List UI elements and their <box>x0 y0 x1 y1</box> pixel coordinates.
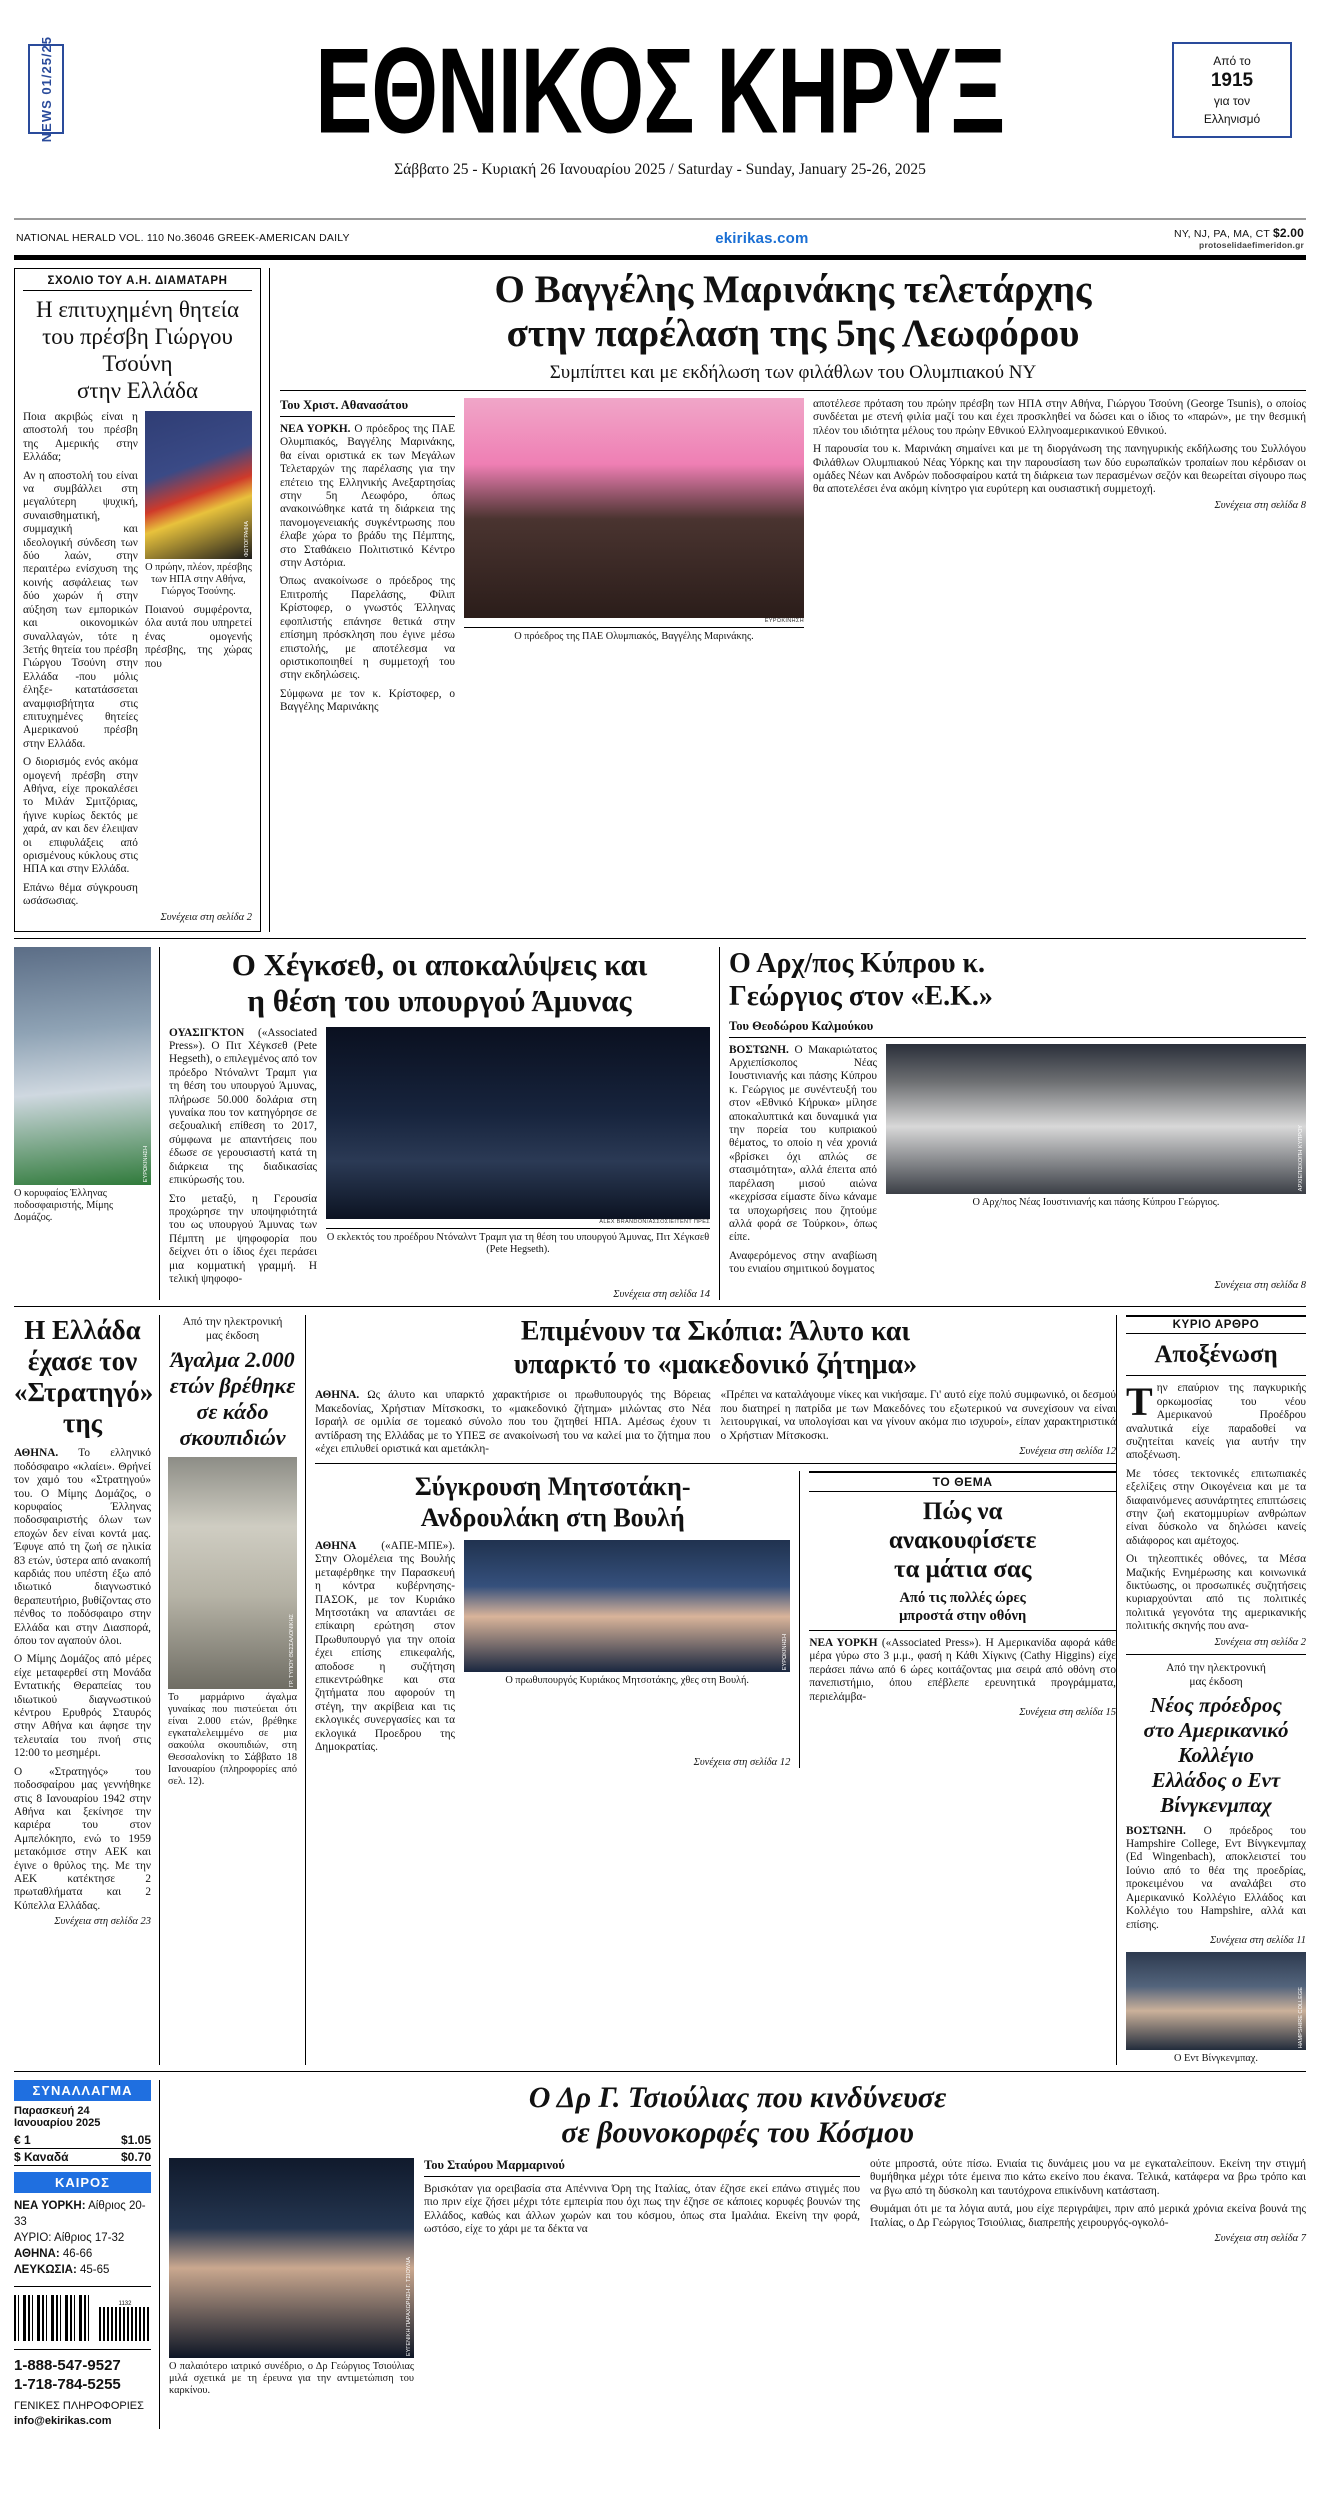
info-bar-left: NATIONAL HERALD VOL. 110 No.36046 GREEK-AMERICAN DAILY <box>16 232 350 244</box>
hegseth-headline-line-1: Ο Χέγκσεθ, οι αποκαλύψεις και <box>231 946 648 982</box>
lead-photo <box>464 398 804 618</box>
bottom-section <box>14 2080 1306 2429</box>
tsoulias-text-col-2 <box>870 2158 1306 2397</box>
vouli-headline <box>315 1471 790 1533</box>
statue-headline-line-3: σε κάδο <box>196 1399 269 1425</box>
college-headline-line-2: στο Αμερικανικό <box>1143 1717 1289 1742</box>
opinion-kicker: ΣΧΟΛΙΟ ΤΟΥ Α.Η. ΔΙΑΜΑΤΑΡΗ <box>23 275 252 291</box>
college-paragraph-1 <box>1126 1825 1306 1932</box>
tsoulias-byline: Του Σταύρου Μαρμαρινού <box>424 2158 860 2177</box>
weather-row <box>14 2198 151 2230</box>
college-kicker <box>1126 1661 1306 1689</box>
statue-headline-line-1: Άγαλμα 2.000 <box>170 1347 295 1373</box>
divider-after-second <box>14 1306 1306 1307</box>
opinion-body-wrap <box>23 411 252 909</box>
college-continued[interactable]: Συνέχεια στη σελίδα 11 <box>1210 1934 1306 1946</box>
vouli-continued[interactable]: Συνέχεια στη σελίδα 12 <box>693 1757 791 1769</box>
opinion-after-caption: Ποιανού συμφέροντα, όλα αυτά που υπηρετεί ένας ομογενής πρέσβης, της χώρας που <box>144 604 252 670</box>
vouli-headline-line-1: Σύγκρουση Μητσοτάκη- <box>414 1471 691 1501</box>
college-headline-line-5: Βίνγκενμπαχ <box>1160 1792 1272 1817</box>
domazos-paragraph-1 <box>14 1447 151 1648</box>
domazos-continued[interactable]: Συνέχεια στη σελίδα 23 <box>54 1916 151 1928</box>
weather-value: Αίθριος 17-32 <box>51 2231 125 2244</box>
domazos-paragraph-1-text: Το ελληνικό ποδόσφαιρο «κλαίει». Θρήνεί τον χαμό του «Στρατηγού» του. Ο Μίμης Δομάζος, ο κορυφαίος Έλληνας ποδοσφαιριστής όλων των εποχών δεν είναι κοντά μας. Έφυγε από τη ζωή σε ηλικία 83 ετών, ύστερα από ανακοπή καρδιάς που υπέστη έξω από ιδιωτικό διαγνωστικό θεραπευτήριο, βυθίζοντας στο πένθος το ποδόσφαιρο στην Ελλάδα και στην Διασπορά, όπου τον αγαπούν όλοι. <box>14 1447 152 1648</box>
editorial-tag: ΚΥΡΙΟ ΑΡΘΡΟ <box>1126 1315 1306 1334</box>
opinion-box <box>14 268 261 932</box>
since-line-4: Ελληνισμό <box>1203 112 1261 126</box>
domazos-headline-line-4: της <box>62 1408 103 1439</box>
tsoulias-paragraph-3: Θυμάμαι ότι με τα λόγια αυτά, μου είχε περιγράψει, πριν από μερικά χρόνια εκείνα βουνά της Ιταλίας, ο Δρ Γεώργιος Τσιούλιας, διαπρεπής χειρουργός-ογκολό- <box>870 2203 1306 2229</box>
barcode-addon <box>99 2307 151 2341</box>
cyprus-continued[interactable]: Συνέχεια στη σελίδα 8 <box>1214 1279 1306 1291</box>
statue-photo <box>168 1457 297 1689</box>
statue-photo-caption: Το μαρμάρινο άγαλμα γυναίκας που πιστεύεται ότι είναι 2.000 ετών, βρέθηκε εγκαταλελειμμένο σε μια σακούλα σκουπιδιών, στη Θεσσαλονίκη το Σάββατο 18 Ιανουαρίου (πληροφορίες από σελ. 12). <box>168 1692 297 1788</box>
hegseth-photo-col <box>326 1027 710 1287</box>
weather-row <box>14 2230 151 2246</box>
statue-story <box>159 1315 305 2065</box>
lead-paragraph-2: Όπως ανακοίνωσε ο πρόεδρος της Επιτροπής Παρελάσης, Φίλιπ Κρίστοφερ, ο γνωστός Έλληνας εφοπλιστής επάνησε θετικά στην επίσημη πρόσκληση που έγινε μέσω επιστολής, με αποτέλεσμα να οριστικοποιηθεί η συμμετοχή του στην εκδηλώσεις. <box>280 575 455 682</box>
opinion-headline-line-2: του πρέσβη Γιώργου Τσούνη <box>42 324 233 376</box>
college-photo-credit: HAMPSHIRE COLLEGE <box>1298 1986 1304 2048</box>
thema-subheadline <box>809 1589 1116 1631</box>
source-watermark: protoselidaefimeridon.gr <box>1199 240 1304 250</box>
opinion-headline <box>23 296 252 404</box>
since-line-1: Από το <box>1213 54 1251 68</box>
domazos-paragraph-3: Ο «Στρατηγός» του ποδοσφαίρου μας γεννήθηκε στις 8 Ιανουαρίου 1942 στην Αθήνα και ξεκίνησε την καριέρα του στον Αμπελόκηπο, ενώ το 1959 μετακόμισε στην ΑΕΚ και έγινε ο θρύλος της. Με την ΑΕΚ κατέκτησε 2 πρωταθλήματα και 2 Κύπελλα Ελλάδας. <box>14 1765 151 1912</box>
fx-title: ΣΥΝΑΛΛΑΓΜΑ <box>14 2080 151 2101</box>
vouli-photo-col <box>464 1540 790 1755</box>
divider-barcode <box>14 2349 151 2350</box>
opinion-paragraph-4: Επάνω θέμα σύγκρουση ωσάσωσιας. <box>23 881 138 908</box>
since-line-3: για τον <box>1213 94 1251 108</box>
lead-paragraph-5: Η παρουσία του κ. Μαρινάκη σημαίνει και με τη διοργάνωση της πανηγυρικής εκδήλωσης του Συλλόγου Φιλάθλων Ολυμπιακού Νέας Υόρκης και την παρουσίαση των δύο ευρωπαϊκών τροπαίων που κέρδισαν οι ομάδες Νέων και Ανδρών ποδοσφαίρου κατά τη διάρκεια των περασμένων σεζόν και θεωρείται σίγουρο πως θα αποτελέσει ένα ακόμη κίνητρο για ευρύτερη και ουσιαστική συμμετοχή. <box>813 443 1306 496</box>
domazos-photo-credit: ΕΥΡΩΚΙΝΗΣΗ <box>143 1146 149 1183</box>
skopia-story <box>315 1315 1116 1457</box>
dateline: Σάββατο 25 - Κυριακή 26 Ιανουαρίου 2025 / Saturday - Sunday, January 25-26, 2025 <box>394 161 926 178</box>
lead-byline: Του Χριστ. Αθανασάτου <box>280 398 455 417</box>
lead-story <box>269 268 1306 932</box>
cyprus-body-wrap <box>729 1044 1306 1277</box>
skopia-paragraph-1 <box>315 1389 711 1456</box>
domazos-headline-line-1: Η Ελλάδα <box>24 1315 141 1346</box>
editorial-paragraph-3: Οι τηλεοπτικές οθόνες, τα Μέσα Μαζικής Ενημέρωσης και κοινωνικά δικτύωσης, οι προσωπικές συζητήσεις κυριαρχούνται από τις πολιτικές πολιτικά γεγονότα της αμερικανικής πολιτικής σκηνής που ανα- <box>1126 1553 1306 1633</box>
skopia-body-wrap <box>315 1389 1116 1457</box>
cyprus-headline-line-2: Γεώργιος στον «Ε.Κ.» <box>729 980 993 1012</box>
barcode-number: 1132 <box>118 2300 132 2307</box>
fx-label: € 1 <box>14 2132 31 2147</box>
tsoulias-headline-line-2: σε βουνοκορφές του Κόσμου <box>561 2115 914 2149</box>
domazos-photo <box>14 947 151 1185</box>
tsoulias-text-col-1 <box>424 2158 860 2397</box>
domazos-photo-column <box>14 947 159 1301</box>
weather-value: Αίθριος 20-33 <box>14 2199 146 2228</box>
thema-paragraph-1 <box>809 1637 1116 1704</box>
divider-after-third <box>14 2071 1306 2072</box>
masthead <box>14 10 1306 210</box>
general-info-label: ΓΕΝΙΚΕΣ ΠΛΗΡΟΦΟΡΙΕΣ <box>14 2399 144 2412</box>
cyprus-paragraph-2: Αναφερόμενος στην αναβίωση του ενιαίου σημιτικού δογματος <box>729 1249 877 1276</box>
editorial-column <box>1116 1315 1306 2065</box>
tsoulias-paragraph-2: ούτε μπροστά, ούτε πίσω. Ενιαία τις δυνάμεις μου να με εγκαταλείπουν. Εκείνη την στιγμή θυμήθηκα μέχρι τότε έμεινα πιο κάτω εκείνο που έκανα. Τελικά, κατάφερα να βρω τρόπο και να βγω από τη δύσκολη και ταυτόχρονα επικίνδυνη κατάσταση. <box>870 2157 1306 2197</box>
opinion-column <box>14 268 269 932</box>
opinion-paragraph-2: Αν η αποστολή του είναι να συμβάλλει στη μεγαλύτερη ψυχική, συναισθηματική, συμμαχική και ιδεολογική σύνδεση των δύο λαών, στην περαιτέρω ενίσχυση της κοινής ασφάλειας των δύο χωρών ή στην αύξηση των εμπορικών και οικονομικών συναλλαγών, τότε η 3ετής θητεία του πρέσβη Γιώργου Τσούνη στην Ελλάδα -που μόλις έληξε- κατατάσσεται αναμφισβήτητα στις επιτυχημένες θητείες Αμερικανού πρέσβη στην Ελλάδα. <box>23 469 138 750</box>
college-headline-line-3: Κολλέγιο <box>1178 1742 1254 1767</box>
thema-subheadline-line-1: Από τις πολλές ώρες <box>899 1589 1026 1606</box>
editorial-drop-cap: Τ <box>1126 1379 1153 1425</box>
skopia-headline <box>315 1315 1116 1381</box>
vouli-photo <box>464 1540 790 1672</box>
hegseth-body-wrap <box>169 1027 710 1287</box>
lead-paragraph-1 <box>280 423 455 570</box>
vouli-photo-caption: Ο πρωθυπουργός Κυριάκος Μητσοτάκης, χθες στη Βουλή. <box>505 1674 749 1686</box>
opinion-photo-credit: ΦΩΤΟΓΡΑΦΙΑ <box>244 520 250 557</box>
thema-headline-line-3: τα μάτια σας <box>893 1555 1032 1583</box>
distribution-regions: NY, NJ, PA, MA, CT <box>1174 228 1270 240</box>
tsoulias-photo <box>169 2158 414 2358</box>
skopia-paragraph-2: «Πρέπει να καταλάγουμε νίκες και νικήσαμε. Γι' αυτό είχε πολύ συμφωνικό, οι δεσμού που διατηρεί η πατρίδα με των Μακεδόνες του εξωτερικού να συνεχίσουν να είναι λειτουργικαί, να υπολογίσαι και να γίνουν ακόμα πιο ισχυροί», είπαν χαρακτηριστικά ο Χρήστιαν Μίτσκοσκι. <box>720 1389 1116 1442</box>
tsoulias-headline-line-1: Ο Δρ Γ. Τσιούλιας που κινδύνευσε <box>528 2080 947 2114</box>
editorial-title: Αποξένωση <box>1126 1340 1306 1376</box>
opinion-headline-line-1: Η επιτυχημένη θητεία <box>35 297 240 322</box>
info-bar <box>14 220 1306 255</box>
college-paragraph-1-text: Ο πρόεδρος του Hampshire College, Εντ Βίνγκενμπαχ (Ed Wingenbach), αποκλειστεί του Ιούνιο από το θέα της προεδρίας, προκειμένου να αναλάβει στο Αμερικανικό Κολλέγιο Ελλάδος και Κολλέγιο του Hampshire, αλλά και επίσης. <box>1126 1824 1306 1931</box>
third-section <box>14 1315 1306 2065</box>
thema-headline-line-1: Πώς να <box>922 1497 1003 1525</box>
thema-dateline-city: ΝΕΑ ΥΟΡΚΗ <box>809 1636 878 1649</box>
statue-kicker <box>168 1315 297 1343</box>
statue-headline <box>168 1347 297 1451</box>
skopia-paragraph-1-text: Ως άλυτο και υπαρκτό χαρακτήρισε οι πρωθυπουργός της Βόρειας Μακεδονίας, Χρήστιαν Μίτσκοσκι, το «μακεδονικό ζήτημα» μιλώντας στο Νέα Ισραήλ σε ομιλία σε τομεακό σύνολο που του ζητηθεί ΗΠΑ. Αμέσως έχουν τι αντίδραση της Ελλάδας με το ΥΠΕΞ σε ανακοίνωσή του να καλεί μια το ζήτημα που «έχει επιλυθεί οριστικά και αμετάκλη- <box>315 1389 711 1455</box>
divider-editorial <box>1126 1654 1306 1655</box>
lead-continued[interactable]: Συνέχεια στη σελίδα 8 <box>1214 499 1306 511</box>
hegseth-paragraph-1-text: («Associated Press»). Ο Πιτ Χέγκσεθ (Pete Hegseth), ο επιλεγμένος από τον πρόεδρο Ντόναλντ Τραμπ για τη θέση του υπουργού Άμυνας, πλήρωσε 50.000 δολάρια στη γυναίκα που τον κατηγόρησε σε σεξουαλική επίθεση το 2017, σύμφωνα με απαντήσεις που έδωσε σε γερουσιαστή κατά τη διάρκεια της διαδικασίας επικύρωσής του. <box>169 1026 317 1187</box>
college-dateline-city: ΒΟΣΤΩΝΗ. <box>1126 1824 1186 1837</box>
cyprus-photo-caption: Ο Αρχ/πος Νέας Ιουστινιανής και πάσης Κύπρου Γεώργιος. <box>972 1196 1220 1208</box>
divider-weather <box>14 2286 151 2287</box>
editorial-paragraph-2: Με τόσες τεκτονικές επιτωπιακές εξελίξεις στην Οικογένεια και με τα διαφαινόμενες ασυνάρτητες επιπτώσεις στην ζωή εκατομμυρίων ανθρώπων είναι δύσκολο να δηλώσει κανείς αδιάφορος και αμέτοχος. <box>1126 1467 1306 1547</box>
weather-city: ΑΘΗΝΑ: <box>14 2247 60 2260</box>
lead-dateline-city: ΝΕΑ ΥΟΡΚΗ. <box>280 423 351 435</box>
hegseth-photo-credit: ALEX BRANDON/ΑΣΣΟΣΙΕΪΤΕΝΤ ΠΡΕΣ <box>599 1218 710 1225</box>
tsoulias-paragraph-1: Βρισκόταν για ορειβασία στα Απέννινα Όρη της Ιταλίας, όταν έζησε εκεί επάνω στιγμές που πιο πριν είχε ζήσει μέχρι τότε εμπειρία που όχι πως την έζησε σε κάποιες κορυφές βουνών της Ελλάδος, καθώς και άλλων χωρών και του κόσμου, όπως στα Ιμαλάια. Εκείνη την φορά, ωστόσο, είχε το χάρι με τα δέκτα να <box>424 2182 860 2236</box>
skopia-headline-line-2: υπαρκτό το «μακεδονικό ζήτημα» <box>513 1349 918 1381</box>
lead-col-2 <box>813 398 1306 715</box>
lead-photo-credit: ΕΥΡΩΚΙΝΗΣΗ <box>764 618 804 624</box>
lead-photo-col <box>464 398 804 715</box>
vouli-story <box>315 1471 790 1769</box>
fx-value: $0.70 <box>120 2149 151 2164</box>
cyprus-story <box>719 947 1306 1301</box>
weather-value: 45-65 <box>76 2263 110 2276</box>
cyprus-byline: Του Θεοδώρου Καλμούκου <box>729 1019 1306 1038</box>
phone-number-local[interactable]: 1-718-784-5255 <box>14 2375 121 2393</box>
tsoulias-body-wrap <box>169 2158 1306 2397</box>
college-kicker-line-2: μας έκδοση <box>1189 1675 1243 1688</box>
divider-after-top <box>14 938 1306 939</box>
domazos-story <box>14 1315 159 2065</box>
editorial-paragraph-1: ην επαύριον της παγκυρικής ορκωμοσίας του νέου Αμερικανού Προέδρου αναλυτικά είχε παραδοθεί να συζητείται κανείς για αυτήν την αποξένωση. <box>1126 1382 1306 1462</box>
news-date-badge-label: NEWS 01/25/25 <box>38 35 54 143</box>
lead-paragraph-3: Σύμφωνα με τον κ. Κρίστοφερ, ο Βαγγέλης Μαρινάκης <box>280 687 455 714</box>
skopia-col-1 <box>315 1389 711 1457</box>
lead-photo-caption: Ο πρόεδρος της ΠΑΕ Ολυμπιακός, Βαγγέλης Μαρινάκης. <box>464 627 804 643</box>
opinion-text-col <box>23 411 138 909</box>
general-info-email[interactable]: info@ekirikas.com <box>14 2414 112 2427</box>
lead-paragraph-4: αποτέλεσε πρόταση του πρώην πρέσβη των ΗΠΑ στην Αθήνα, Γιώργου Τσούνη (George Tsunis), ο οποίος συνδέεται με στενή φιλία μαζί του και έχει προσκληθεί να δώσει και ο ίδιος το «παρών», με την θεσμική πλέον του ιδιότητα μέλους του πρώην Εθνικού Ελληνοαμερικανικού Εθνικού. <box>813 398 1306 437</box>
weather-city: ΑΥΡΙΟ: <box>14 2231 52 2244</box>
cyprus-photo <box>886 1044 1306 1194</box>
editorial-body <box>1126 1379 1306 1633</box>
statue-headline-line-2: ετών βρέθηκε <box>169 1373 296 1399</box>
college-headline <box>1126 1693 1306 1818</box>
tsoulias-photo-caption: Ο παλαιότερο ιατρικό συνέδριο, ο Δρ Γεώργιος Τσιούλιας μιλά σχετικά με τη έρευνα για την αντιμετώπιση του καρκίνου. <box>169 2360 414 2396</box>
lead-subheadline: Συμπίπτει και με εκδήλωση των φιλάθλων του Ολυμπιακού ΝΥ <box>280 361 1306 391</box>
editorial-continued[interactable]: Συνέχεια στη σελίδα 2 <box>1214 1636 1306 1648</box>
vouli-thema-row <box>315 1471 1116 1769</box>
college-headline-line-1: Νέος πρόεδρος <box>1150 1692 1282 1717</box>
skopia-continued[interactable]: Συνέχεια στη σελίδα 12 <box>1019 1445 1116 1457</box>
fx-label: $ Καναδά <box>14 2149 69 2164</box>
cover-price: $2.00 <box>1272 226 1304 240</box>
divider-skopia <box>315 1463 1116 1464</box>
opinion-photo-col <box>145 411 252 909</box>
center-stack <box>305 1315 1116 2065</box>
thema-story <box>799 1471 1116 1769</box>
barcode-main <box>14 2295 93 2341</box>
domazos-headline <box>14 1315 154 1439</box>
top-section <box>14 268 1306 932</box>
hegseth-photo <box>326 1027 710 1219</box>
tsoulias-photo-col <box>169 2158 414 2397</box>
vouli-dateline-city: ΑΘΗΝΑ <box>315 1539 357 1552</box>
skopia-col-2 <box>721 1389 1117 1457</box>
skopia-dateline-city: ΑΘΗΝΑ. <box>315 1389 360 1402</box>
barcode-addon-wrap <box>99 2301 151 2341</box>
thema-continued[interactable]: Συνέχεια στη σελίδα 15 <box>1019 1707 1116 1718</box>
tsoulias-story <box>159 2080 1306 2429</box>
lead-body-wrap <box>280 398 1306 715</box>
weather-row <box>14 2246 151 2262</box>
domazos-dateline-city: ΑΘΗΝΑ. <box>14 1447 59 1460</box>
since-year: 1915 <box>1210 70 1254 91</box>
hegseth-continued[interactable]: Συνέχεια στη σελίδα 14 <box>613 1289 710 1301</box>
college-photo-caption: Ο Εντ Βίνγκενμπαχ. <box>1174 2052 1258 2064</box>
college-headline-line-4: Ελλάδος ο Εντ <box>1151 1767 1281 1792</box>
cyprus-photo-credit: ΑΡΧΙΕΠΙΣΚΟΠΗ ΚΥΠΡΟΥ <box>1298 1125 1304 1192</box>
college-photo <box>1126 1952 1306 2050</box>
opinion-photo <box>145 411 252 559</box>
hegseth-headline-line-2: η θέση του υπουργού Άμυνας <box>247 982 632 1018</box>
divider-black <box>14 255 1306 260</box>
domazos-headline-line-3: «Στρατηγό» <box>14 1377 154 1408</box>
cyprus-paragraph-1-text: Ο Μακαριώτατος Αρχιεπίσκοπος Νέας Ιουστινιανής και πάσης Κύπρου κ. Γεώργιος με συνέντευξή του στον «Εθνικό Κήρυκα» μίλησε αποκαλυπτικά και δυναμικά για την πορεία του κυπριακού θέματος, το οποίο η νέα χρονιά «βρίσκει όχι απλώς σε στασιμότητα», αλλά έπειτα από παρέλαση μισού αιώνα «κεχρίσσα είμαστε δίνω κάναμε τα υποχωρήσεις που ζητούμε αλλά φορά σε Τούρκοι», όπως είπε. <box>729 1043 877 1244</box>
website-link[interactable]: ekirikas.com <box>715 229 809 247</box>
thema-headline-line-2: ανακουφίσετε <box>888 1526 1037 1554</box>
since-badge <box>1172 42 1292 138</box>
cyprus-headline-line-1: Ο Αρχ/πος Κύπρου κ. <box>729 947 986 979</box>
statue-kicker-line-2: μας έκδοση <box>205 1330 260 1343</box>
vouli-text-col <box>315 1540 455 1755</box>
statue-photo-credit: ΓΡ. ΤΥΠΟΥ ΘΕΣΣΑΛΟΝΙΚΗΣ <box>289 1614 295 1688</box>
barcode-group <box>14 2295 151 2341</box>
cyprus-dateline-city: ΒΟΣΤΩΝΗ. <box>729 1043 789 1056</box>
vouli-headline-line-2: Ανδρουλάκη στη Βουλή <box>420 1502 685 1532</box>
hegseth-photo-caption: Ο εκλεκτός του προέδρου Ντόναλντ Τραμπ για τη θέση του υπουργού Άμυνας, Πιτ Χέγκσεθ (Pete Hegseth). <box>326 1228 710 1256</box>
hegseth-text-col <box>169 1027 317 1287</box>
thema-headline <box>809 1497 1116 1584</box>
weather-city: ΛΕΥΚΩΣΙΑ: <box>14 2263 77 2276</box>
lead-headline-line-1: Ο Βαγγέλης Μαρινάκης τελετάρχης <box>494 268 1092 311</box>
lead-paragraph-1-text: Ο πρόεδρος της ΠΑΕ Ολυμπιακός, Βαγγέλης Μαρινάκης, θα είναι οριστικά εκ των Μεγάλων Τελεταρχών της παρέλασης για την επέτειο της Ελληνικής Ανεξαρτησίας στην 5η Λεωφόρο, όπως ανακοινώθηκε κατά τη διάρκεια της πανομογενειακής συγκέντρωσης που έλαβε χώρα το βράδυ της Πέμπτης, στο Σταθάκειο Πολιτιστικό Κέντρο στην Αστόρια. <box>280 423 455 570</box>
vouli-paragraph-1-text: («ΑΠΕ-ΜΠΕ»). Στην Ολομέλεια της Βουλής μεταφέρθηκε την Παρασκευή η κόντρα κυβέρνησης-ΠΑΣΟΚ, με τον Κυριάκο Μητσοτάκη να απαντάει σε επίκαιρη ερώτηση στον Πρωθυπουργό για την οποία έχει επίσης επικεφαλής, αποδοσε η συζήτηση επικεντρώθηκε και στα ζητήματα που αφορούν τη στέγη, την ακρίβεια και τις εκλογικές συνεργασίες και τα εκλογικά Προεδρου της Δημοκρατίας. <box>315 1539 455 1754</box>
tsoulias-continued[interactable]: Συνέχεια στη σελίδα 7 <box>1214 2232 1306 2244</box>
skopia-headline-line-1: Επιμένουν τα Σκόπια: Άλυτο και <box>520 1316 911 1348</box>
cyprus-paragraph-1 <box>729 1044 877 1245</box>
weather-row <box>14 2262 151 2278</box>
opinion-headline-line-3: στην Ελλάδα <box>76 378 199 403</box>
weather-title: ΚΑΙΡΟΣ <box>14 2172 151 2193</box>
thema-tag: ΤΟ ΘΕΜΑ <box>809 1471 1116 1492</box>
thema-subheadline-line-2: μπροστά στην οθόνη <box>899 1607 1027 1624</box>
cyprus-headline <box>729 947 1306 1013</box>
fx-row <box>14 2149 151 2166</box>
weather-city: ΝΕΑ ΥΟΡΚΗ: <box>14 2199 86 2212</box>
college-kicker-line-1: Από την ηλεκτρονική <box>1166 1661 1266 1674</box>
hegseth-headline <box>169 947 710 1019</box>
fx-row <box>14 2132 151 2149</box>
opinion-photo-caption: Ο πρώην, πλέον, πρέσβης των ΗΠΑ στην Αθήνα, Γιώργος Τσούνης. <box>145 562 252 597</box>
footer-column <box>14 2080 159 2429</box>
domazos-paragraph-2: Ο Μίμης Δομάζος από μέρες είχε μεταφερθεί στη Μονάδα Εντατικής Θεραπείας του ιδιωτικού διαγνωστικού κέντρου Ερυθρός Σταυρός στην Αθήνα και άφησε την τελευταία του πνοή στις 12:00 το μεσημέρι. <box>14 1653 151 1760</box>
tsoulias-headline <box>169 2080 1306 2150</box>
hegseth-story <box>159 947 719 1301</box>
opinion-paragraph-3: Ο διορισμός ενός ακόμα ομογενή πρέσβη στην Αθήνα, είχε προκαλέσει το Μιλάν Σμιτζόριας, ήγινε κυρίως δεκτός με χαρά, αν και δεν έλειψαν οι επιφυλάξεις από ορισμένους κύκλους στις ΗΠΑ και στην Ελλάδα. <box>23 756 138 876</box>
second-section <box>14 947 1306 1301</box>
domazos-headline-line-2: έχασε τον <box>27 1346 138 1377</box>
statue-kicker-line-1: Από την ηλεκτρονική <box>182 1316 283 1329</box>
fx-date: Παρασκευή 24 Ιανουαρίου 2025 <box>14 2104 101 2129</box>
cyprus-photo-col <box>886 1044 1306 1277</box>
hegseth-paragraph-1 <box>169 1027 317 1188</box>
weather-rows <box>14 2198 151 2278</box>
vouli-photo-credit: ΕΥΡΩΚΙΝΗΣΗ <box>782 1633 789 1670</box>
info-bar-right <box>1174 226 1304 250</box>
lead-headline <box>280 268 1306 356</box>
cyprus-text-col <box>729 1044 877 1277</box>
domazos-photo-caption: Ο κορυφαίος Έλληνας ποδοσφαιριστής, Μίμης Δομάζος. <box>14 1187 114 1223</box>
phone-number-toll-free[interactable]: 1-888-547-9527 <box>14 2356 121 2374</box>
thema-paragraph-1-text: («Associated Press»). Η Αμερικανίδα αφορά κάθε μέρα γύρω στο 3 μ.μ., φασή η Κάθι Χίγκινς (Cathy Higgins) είχε περάσει πάνω από 6 ώρες κοιτάζοντας μια σειρά από οθόνη στο πανεπιστήμιο, όπου επέβλεπε ερευνητικά προγράμματα, περιελάμβα- <box>809 1636 1116 1703</box>
news-date-badge <box>28 35 64 143</box>
vouli-paragraph-1 <box>315 1540 455 1755</box>
lead-col-1 <box>280 398 455 715</box>
fx-value: $1.05 <box>120 2132 151 2147</box>
vouli-body-wrap <box>315 1540 790 1755</box>
weather-value: 46-66 <box>59 2247 93 2260</box>
statue-headline-line-4: σκουπιδιών <box>179 1425 286 1451</box>
hegseth-paragraph-2: Στο μεταξύ, η Γερουσία προχώρησε την υποψηφιότητά του ως υπουργού Άμυνας των Πέμπτη με ψηφοφορία που δείχνει ότι ο ίδιος έχει περάσει μια κομματική γραμμή. Η τελική ψηφοφο- <box>169 1192 317 1285</box>
opinion-continued[interactable]: Συνέχεια στη σελίδα 2 <box>160 911 252 923</box>
lead-headline-line-2: στην παρέλαση της 5ης Λεωφόρου <box>506 312 1080 355</box>
opinion-paragraph-1: Ποια ακριβώς είναι η αποστολή του πρέσβη της Αμερικής στην Ελλάδα; <box>23 411 138 464</box>
tsoulias-photo-credit: ΕΥΓΕΝΙΚΗ ΠΑΡΑΧΩΡΗΣΗ Γ. ΤΣΙΟΥΛΙΑ <box>406 2256 412 2356</box>
hegseth-dateline-city: ΟΥΑΣΙΓΚΤΟΝ <box>169 1026 245 1039</box>
newspaper-logo: ΕΘΝΙΚΟΣ ΚΗΡΥΞ <box>315 22 1005 159</box>
